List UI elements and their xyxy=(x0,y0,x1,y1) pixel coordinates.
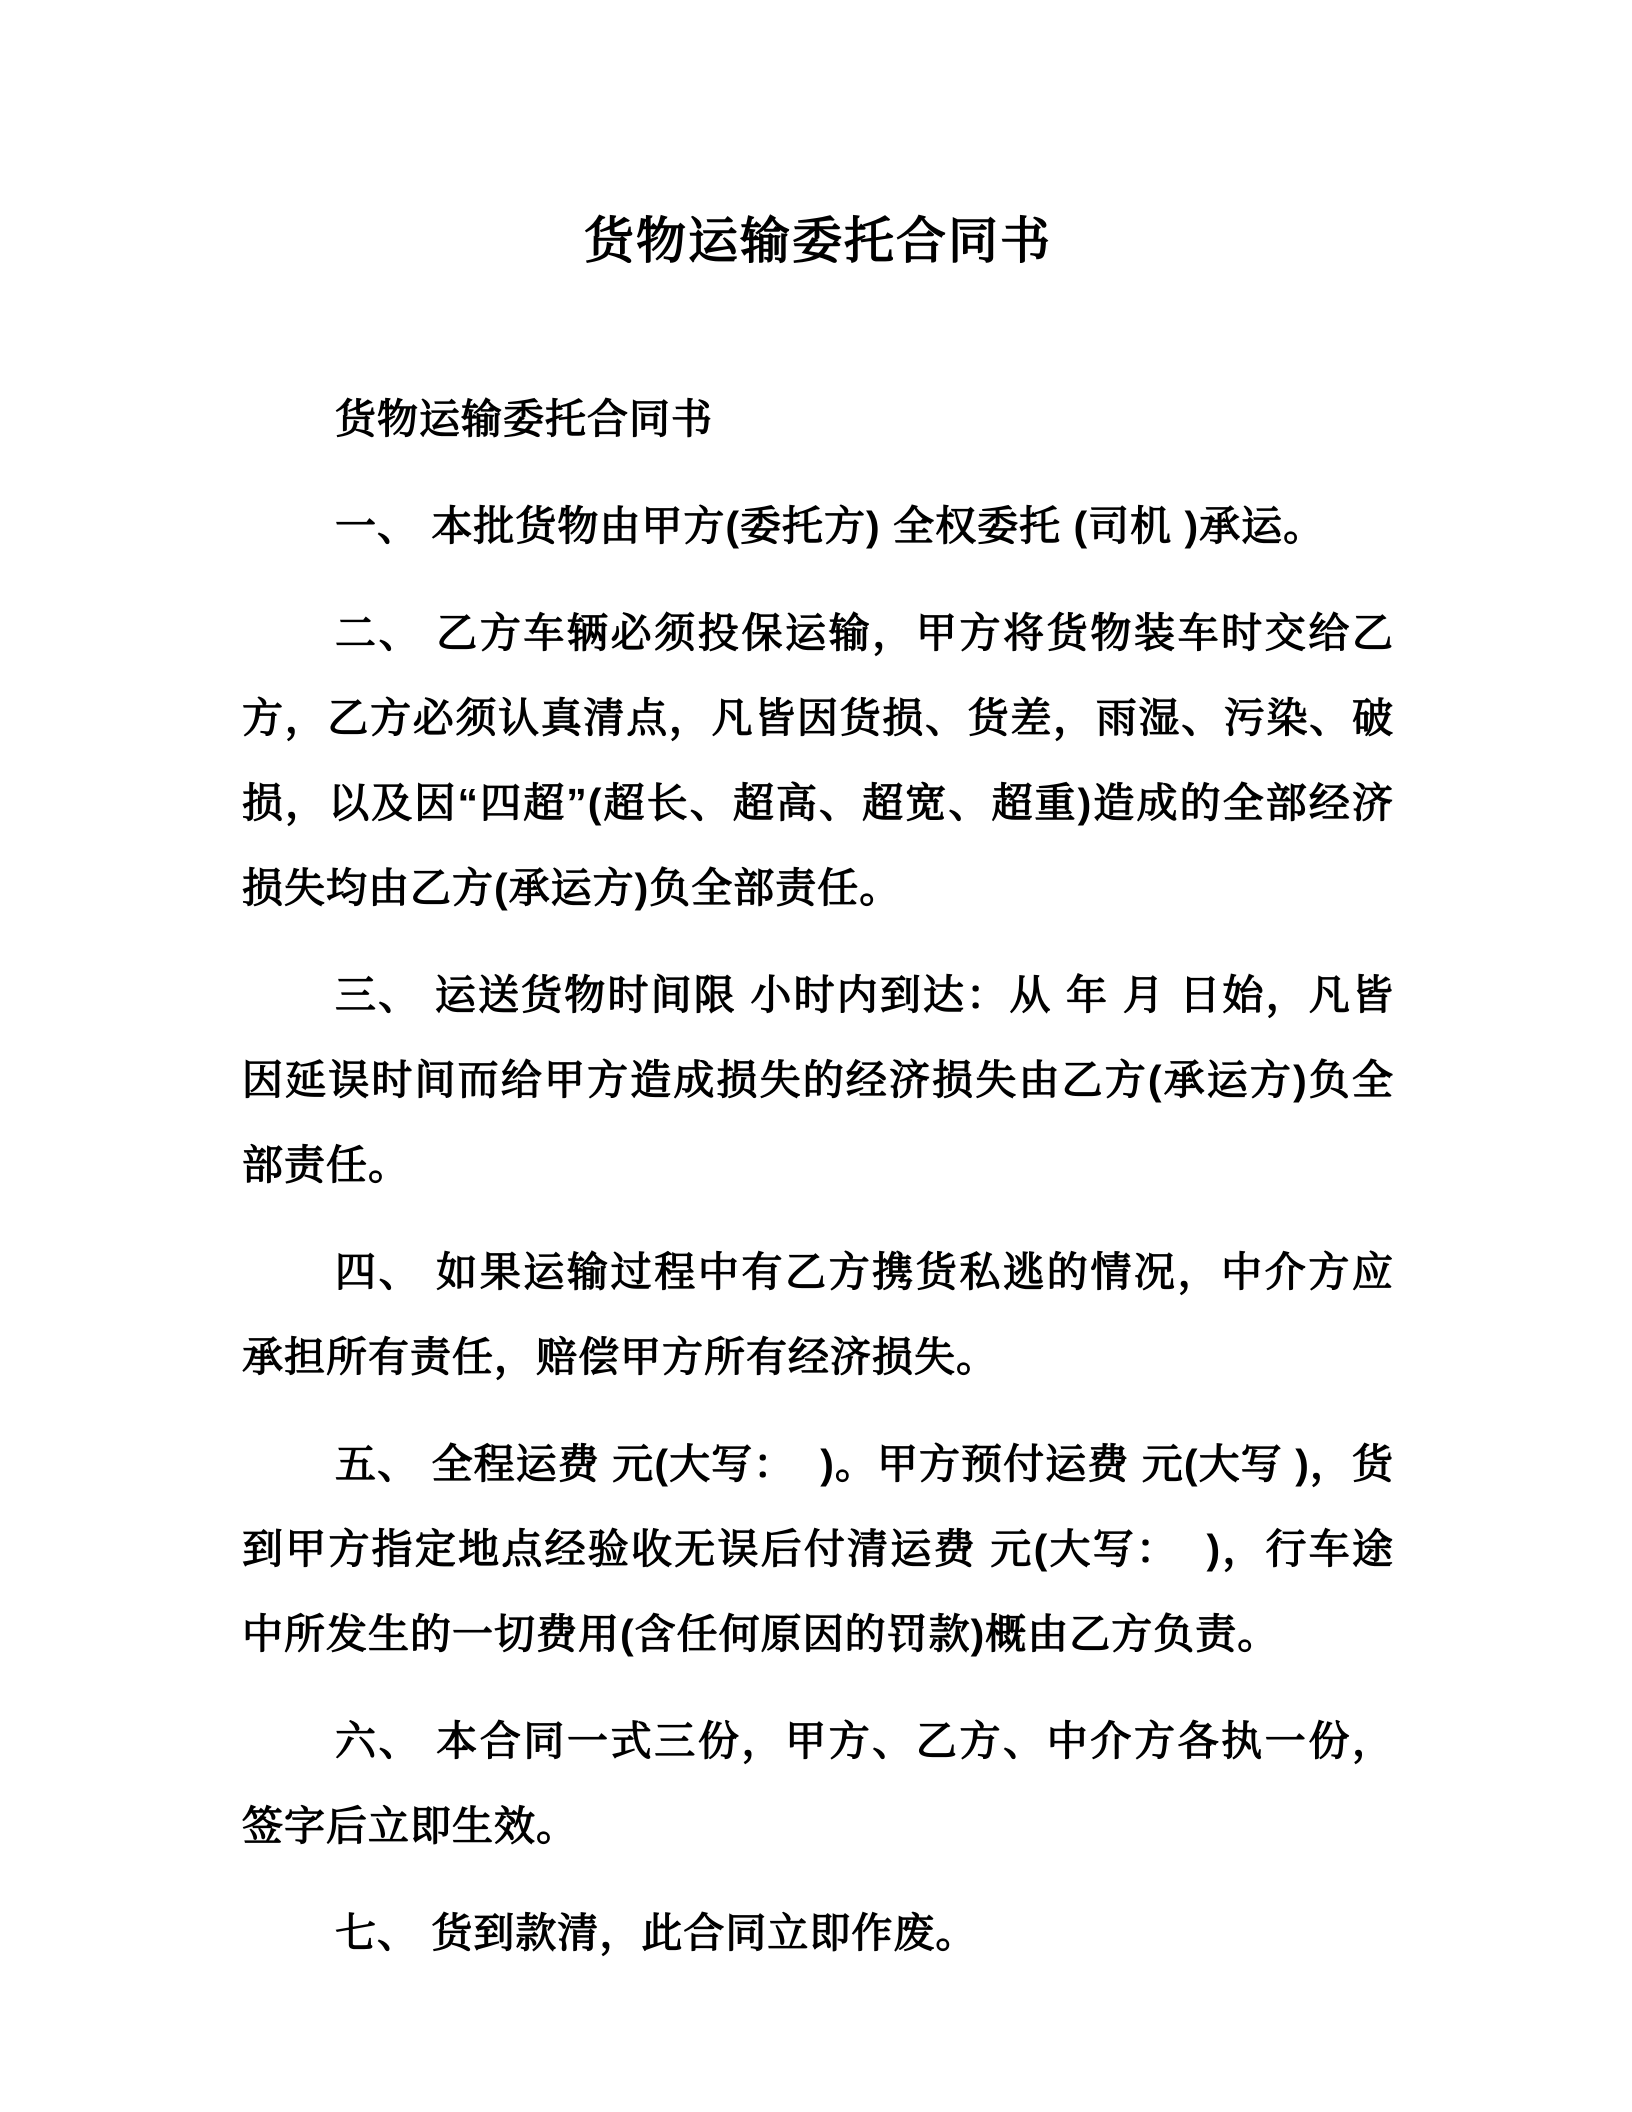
document-subtitle: 货物运输委托合同书 xyxy=(335,396,713,442)
contract-clause-7: 七、 货到款清，此合同立即作废。 xyxy=(335,1910,978,1956)
contract-clause-5: 五、 全程运费 元(大写： )。甲方预付运费 元(大写 )，货到甲方指定地点经验收无误后付清运费 元(大写： )，行车途中所发生的一切费用(含任何原因的罚款)概由乙方负责。 xyxy=(242,1441,1394,1657)
document-title: 货物运输委托合同书 xyxy=(584,213,1052,269)
contract-clause-3: 三、 运送货物时间限 小时内到达：从 年 月 日始，凡皆因延误时间而给甲方造成损失的经济损失由乙方(承运方)负全部责任。 xyxy=(242,972,1394,1188)
contract-clause-4: 四、 如果运输过程中有乙方携货私逃的情况，中介方应承担所有责任，赔偿甲方所有经济损失。 xyxy=(242,1249,1394,1380)
contract-clause-6: 六、 本合同一式三份，甲方、乙方、中介方各执一份，签字后立即生效。 xyxy=(242,1718,1394,1849)
contract-clause-1: 一、 本批货物由甲方(委托方) 全权委托 (司机 )承运。 xyxy=(335,503,1326,549)
contract-clause-2: 二、 乙方车辆必须投保运输，甲方将货物装车时交给乙方，乙方必须认真清点，凡皆因货损、货差，雨湿、污染、破损，以及因“四超”(超长、超高、超宽、超重)造成的全部经济损失均由乙方(承运方)负全部责任。 xyxy=(242,610,1394,911)
